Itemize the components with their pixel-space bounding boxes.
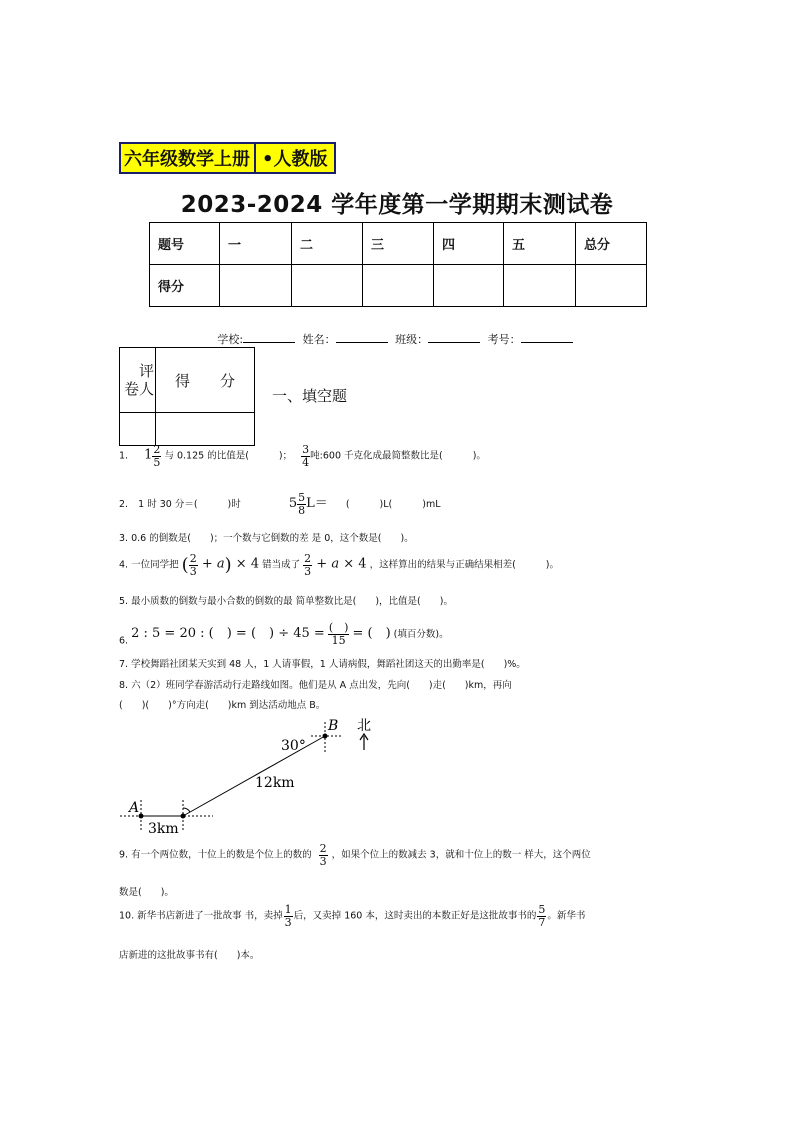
score-label: 得 分	[156, 348, 255, 413]
question-7	[119, 656, 526, 670]
question-text: 一位同学把	[131, 559, 179, 571]
school-blank[interactable]	[243, 342, 295, 343]
question-text: )。	[545, 559, 560, 571]
question-text: (	[345, 499, 350, 510]
angle-arc	[183, 808, 190, 812]
school-label: 学校:	[217, 333, 244, 346]
question-text: 最小质数的倒数与最小合数的倒数的最 简单整数比是( )，比值是( )。	[131, 596, 453, 607]
question-text: ，如果个位上的数减去 3，就和十位上的数一 样大，这个两位	[331, 849, 591, 861]
question-text: 有一个两位数，十位上的数是个位上的数的	[131, 849, 312, 861]
question-6	[119, 622, 449, 647]
question-9	[119, 843, 591, 867]
class-blank[interactable]	[428, 342, 480, 343]
class-label: 班级：	[395, 333, 429, 346]
question-text: 后，又卖掉 160 本，这时卖出的本数正好是这批故事书的	[293, 910, 537, 922]
question-number: 8.	[119, 680, 129, 691]
question-text: )时	[227, 499, 241, 510]
section-1-title: 一、填空题	[272, 387, 348, 405]
question-4: 4. 一位同学把 ( $\frac{2}{3}$ + a) × 4 错当成了 $\frac{2}{3}$ + a × 4 ，这样算出的结果与正确结果相差( )。	[119, 552, 560, 578]
question-text: 错当成了	[262, 559, 301, 571]
question-text: )L(	[379, 499, 393, 510]
question-text: 0.6 的倒数是( )；一个数与它倒数的差 是 0，这个数是( )。	[131, 533, 414, 544]
question-text: )。	[472, 450, 486, 462]
label-a: A	[129, 800, 140, 816]
point-b	[323, 734, 328, 739]
question-text: 与 0.125 的比值是(	[164, 450, 249, 462]
question-text: 1 时 30 分＝(	[138, 499, 198, 510]
ratio-expression: = ( )	[352, 626, 391, 641]
mixed-whole: 1	[144, 447, 153, 463]
badge-grade-label: 六年级数学上册	[121, 144, 256, 172]
fraction: $\frac{2}{3}$	[304, 552, 312, 578]
question-1	[119, 444, 486, 468]
grader-label: 评 卷人	[120, 348, 156, 413]
question-text: )mL	[422, 499, 441, 510]
route-diagram	[115, 712, 385, 840]
question-number: 10.	[119, 910, 135, 922]
question-10	[119, 904, 585, 928]
angle-label: 30°	[281, 738, 306, 754]
name-blank[interactable]	[336, 342, 388, 343]
score-col-header: 三	[363, 223, 434, 265]
question-2	[119, 492, 441, 517]
score-table	[149, 222, 647, 307]
fraction: $\frac{3}{4}$	[302, 443, 310, 469]
student-info-fields	[0, 331, 794, 347]
question-number: 1.	[119, 450, 129, 462]
fraction: $\frac{1}{3}$	[284, 903, 292, 929]
fraction: $\frac{2}{3}$	[319, 842, 327, 868]
question-5	[119, 593, 453, 607]
fraction: $\frac{( )}{15}$	[328, 621, 349, 647]
grader-cell[interactable]	[120, 413, 156, 446]
question-number: 3.	[119, 533, 129, 544]
score-table-header-row	[150, 223, 647, 265]
question-text: 。新华书	[547, 910, 586, 922]
question-text: 学校舞蹈社团某天实到 48 人，1 人请事假，1 人请病假，舞蹈社团这天的出勤率是( )%。	[131, 659, 526, 670]
grader-box	[119, 347, 255, 446]
score-cell[interactable]	[504, 265, 576, 307]
badge-edition-label: •人教版	[262, 149, 328, 170]
distance-label-12km: 12km	[255, 775, 295, 791]
exam-number-blank[interactable]	[521, 342, 573, 343]
question-text: 数是( )。	[119, 887, 174, 898]
score-cell[interactable]	[576, 265, 647, 307]
north-label: 北	[357, 718, 371, 734]
exam-number-label: 考号：	[487, 333, 521, 346]
question-text: ，这样算出的结果与正确结果相差(	[369, 559, 516, 571]
score-table-score-row	[150, 265, 647, 307]
question-number: 4.	[119, 559, 129, 571]
label-b: B	[328, 718, 339, 734]
question-number: 9.	[119, 849, 129, 861]
question-text: 吨:600 千克化成最简整数比是(	[310, 450, 443, 462]
question-text: ( )( )°方向走( )km 到达活动地点 B。	[119, 700, 326, 711]
name-label: 姓名：	[302, 333, 336, 346]
question-text: )；	[278, 450, 293, 462]
question-text: 新华书店新进了一批故事 书，卖掉	[137, 910, 283, 922]
mixed-whole: 5	[288, 496, 298, 511]
question-text: 店新进的这批故事书有( )本。	[119, 950, 260, 961]
fraction: $\frac{2}{5}$	[153, 443, 161, 469]
question-10-line-2	[119, 947, 259, 961]
turn-point	[181, 814, 186, 819]
fraction: $\frac{2}{3}$	[189, 552, 197, 578]
question-number: 7.	[119, 659, 129, 670]
fraction: $\frac{5}{7}$	[538, 903, 546, 929]
score-cell[interactable]	[292, 265, 363, 307]
question-3	[119, 530, 414, 544]
question-number: 2.	[119, 499, 129, 510]
question-text: 六（2）班同学春游活动行走路线如图。他们是从 A 点出发，先向( )走( )km，再向	[131, 680, 512, 691]
question-text: L＝	[306, 496, 328, 511]
score-col-header: 五	[504, 223, 576, 265]
question-text: (填百分数)。	[393, 629, 449, 640]
score-col-header: 一	[220, 223, 292, 265]
question-number: 6.	[119, 635, 129, 647]
grade-edition-badge	[119, 142, 336, 174]
score-col-header: 二	[292, 223, 363, 265]
fraction: $\frac{5}{8}$	[298, 491, 306, 517]
question-8	[119, 677, 512, 691]
score-col-header: 四	[434, 223, 504, 265]
exam-title: 2023-2024 学年度第一学期期末测试卷	[180, 192, 614, 218]
question-number: 5.	[119, 596, 129, 607]
score-cell[interactable]	[156, 413, 255, 446]
score-cell[interactable]	[363, 265, 434, 307]
score-col-header: 总分	[576, 223, 647, 265]
score-cell[interactable]	[434, 265, 504, 307]
question-9-line-2	[119, 884, 174, 898]
score-col-header: 题号	[150, 223, 220, 265]
score-cell[interactable]	[220, 265, 292, 307]
ratio-expression: 2 : 5 = 20 : ( ) = ( ) ÷ 45 =	[131, 626, 325, 641]
question-8-line-2	[119, 697, 325, 711]
point-a	[139, 814, 144, 819]
score-row-label: 得分	[150, 265, 220, 307]
distance-label-3km: 3km	[148, 821, 179, 837]
